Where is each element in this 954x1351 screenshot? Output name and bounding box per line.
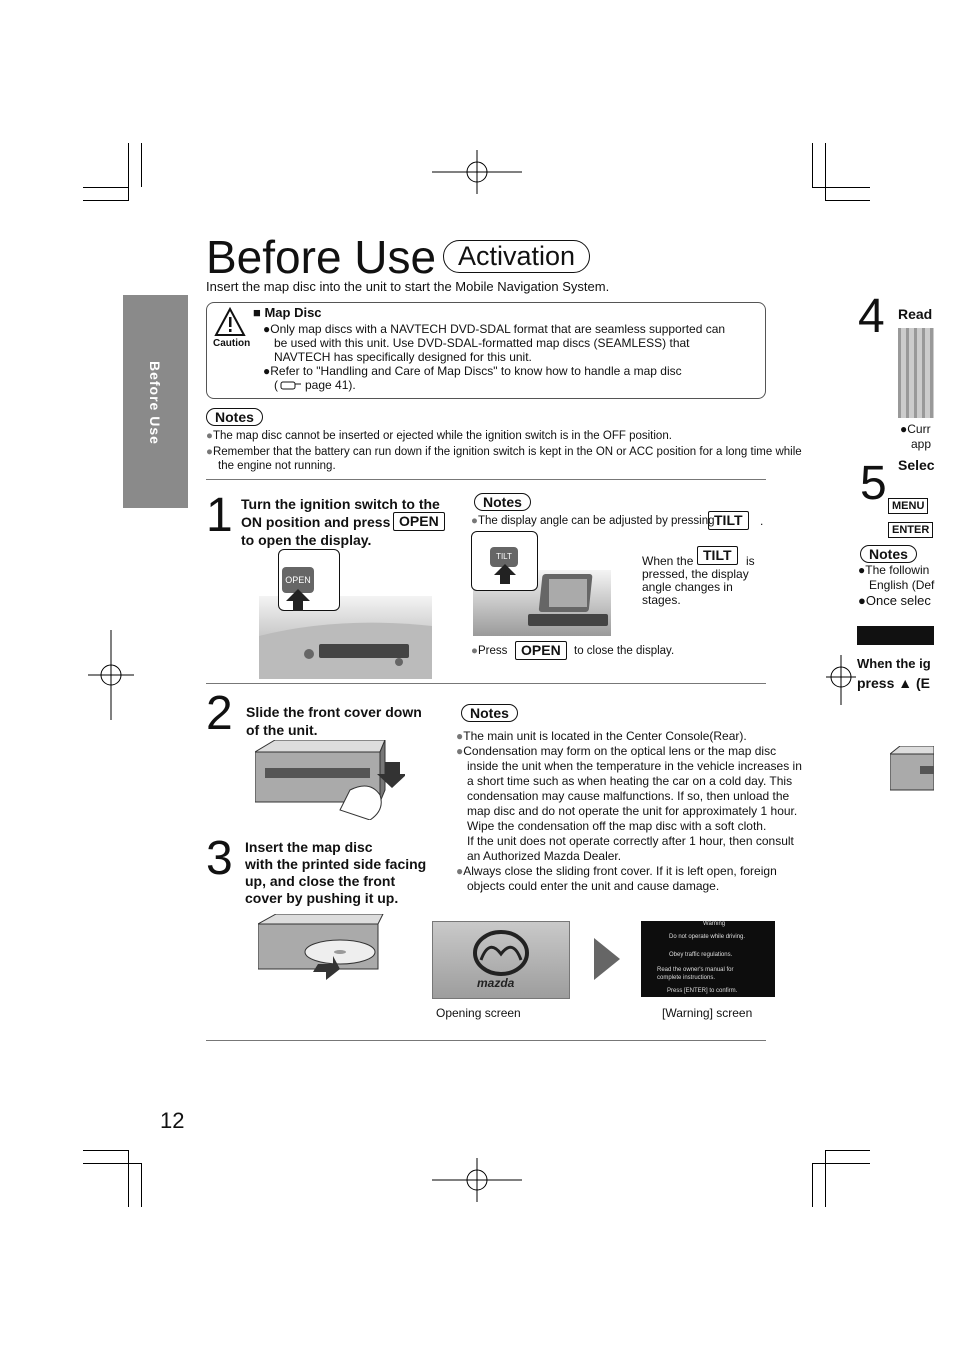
tilt-pressed2: angle changes in: [642, 580, 733, 594]
next-map-image: [898, 328, 934, 418]
divider-2: [206, 683, 766, 684]
registration-mark-right: [826, 655, 856, 705]
notes-tilt-label: Notes: [474, 493, 531, 511]
caution-line2: be used with this unit. Use DVD-SDAL-formatted map discs (SEAMLESS) that: [274, 336, 690, 350]
page-title: Before Use: [206, 231, 437, 283]
divider-3: [206, 1040, 766, 1041]
notes-mid-l10: ●Always close the sliding front cover. If it is left open, foreign: [456, 864, 777, 878]
opening-caption: Opening screen: [436, 1006, 521, 1020]
next-step5-title: Selec: [898, 457, 935, 473]
step3-number: 3: [206, 832, 233, 885]
notes-top-item2: ●Remember that the battery can run down if the ignition switch is kept in the ON or ACC position for a long time while: [206, 446, 802, 458]
tilt-hw-button: TILT: [490, 547, 518, 567]
when-the: When the: [642, 554, 694, 568]
page-number: 12: [160, 1108, 185, 1133]
step3-line1: Insert the map disc: [245, 839, 373, 855]
arrow-right-icon: [594, 938, 620, 980]
tilt-is: is: [746, 554, 755, 568]
tilt-note: ●The display angle can be adjusted by pressing: [471, 515, 715, 527]
next-when-line: When the ig: [857, 656, 931, 671]
notes-mid-l6: map disc and do not operate the unit for approximately 1 hour.: [467, 804, 798, 818]
press-label: ●Press: [471, 645, 508, 657]
opening-screen: [432, 921, 570, 999]
next-menu-button: MENU: [888, 498, 928, 514]
notes-mid-l5: condensation may cause malfunctions. If so, then unload the: [467, 789, 790, 803]
notes-mid-l9: an Authorized Mazda Dealer.: [467, 849, 622, 863]
side-tab: [123, 295, 188, 508]
pointing-hand-icon: [280, 380, 302, 391]
next-step4-title: Read: [898, 306, 933, 322]
next-step4-number: 4: [858, 290, 885, 343]
next-notes-2: ●Once selec: [858, 593, 931, 608]
divider-1: [206, 479, 766, 480]
caution-line1: ●Only map discs with a NAVTECH DVD-SDAL format that are seamless supported can: [263, 322, 726, 336]
caution-line4: ●Refer to "Handling and Care of Map Discs" to know how to handle a map disc: [263, 364, 682, 378]
mazda-logo-icon: [473, 930, 529, 976]
step2-number: 2: [206, 687, 233, 740]
step3-line4: cover by pushing it up.: [245, 890, 399, 906]
warning-line4: Press [ENTER] to confirm.: [667, 988, 738, 994]
tilt-period: .: [760, 514, 764, 528]
next-bullet1: ●Curr: [900, 422, 931, 436]
notes-mid-l1: ●The main unit is located in the Center Console(Rear).: [456, 729, 747, 743]
arrow-up-icon-2: [494, 564, 516, 584]
step1-line2: ON position and press: [241, 514, 391, 530]
registration-mark-bottom: [432, 1158, 522, 1202]
open-button-label: OPEN: [393, 512, 445, 531]
warning-triangle-icon: [214, 307, 246, 337]
tilt-button-label: TILT: [708, 511, 749, 530]
caution-line5: page 41).: [305, 378, 356, 392]
next-notes-label: Notes: [860, 545, 917, 563]
step3-line2: with the printed side facing: [245, 856, 427, 872]
step2-line2: of the unit.: [246, 722, 318, 738]
step1-number: 1: [206, 489, 233, 542]
notes-top-item1: ●The map disc cannot be inserted or ejected while the ignition switch is in the OFF position.: [206, 430, 672, 442]
step2-line1: Slide the front cover down: [246, 704, 422, 720]
open-button-label-2: OPEN: [515, 641, 567, 660]
caution-label: Caution: [213, 338, 251, 349]
close-display-text: to close the display.: [574, 645, 675, 657]
intro-text: Insert the map disc into the unit to start the Mobile Navigation System.: [206, 279, 610, 294]
next-step5-number: 5: [860, 457, 887, 510]
caution-paren: (: [274, 378, 278, 392]
tilt-pressed1: pressed, the display: [642, 567, 749, 581]
step1-line3: to open the display.: [241, 532, 372, 548]
warning-line2: Obey traffic regulations.: [669, 952, 733, 958]
caution-heading: ■ Map Disc: [253, 305, 322, 320]
notes-mid-l2: ●Condensation may form on the optical lens or the map disc: [456, 744, 777, 758]
next-black-bar: [857, 626, 934, 645]
side-tab-label: Before Use: [147, 361, 163, 445]
notes-mid-l4: a short time such as when heating the car on a cold day. This: [467, 774, 793, 788]
notes-top-label: Notes: [206, 408, 263, 426]
registration-mark-top: [432, 150, 522, 194]
insert-disc-image: [258, 914, 388, 982]
notes-mid-l8: If the unit does not operate correctly after 1 hour, then consult: [467, 834, 794, 848]
next-notes-1b: English (Def: [869, 578, 935, 592]
tilt-pressed3: stages.: [642, 593, 681, 607]
next-press-line: press ▲ (E: [857, 675, 930, 691]
arrow-up-icon: [286, 589, 310, 611]
warning-title: Warning: [703, 921, 726, 927]
activation-pill: Activation: [443, 240, 590, 273]
warning-caption: [Warning] screen: [662, 1006, 753, 1020]
notes-top-item2b: the engine not running.: [218, 460, 336, 472]
warning-line3: Read the owner's manual for: [657, 967, 734, 973]
open-hw-button: OPEN: [282, 567, 314, 593]
notes-mid-label: Notes: [461, 704, 518, 722]
unit-front-cover-image: [255, 740, 405, 820]
warning-screen: [641, 921, 775, 997]
next-notes-1: ●The followin: [858, 563, 930, 577]
warning-line3b: complete instructions.: [657, 975, 716, 981]
caution-line3: NAVTECH has specifically designed for this unit.: [274, 350, 532, 364]
step3-line3: up, and close the front: [245, 873, 396, 889]
notes-mid-l3: inside the unit when the temperature in the vehicle increases in: [467, 759, 802, 773]
registration-mark-left: [88, 630, 134, 720]
warning-line1: Do not operate while driving.: [669, 934, 746, 940]
next-bullet1b: app: [911, 437, 932, 451]
tilt-button-label-2: TILT: [697, 546, 738, 565]
next-unit-image: [890, 746, 934, 794]
mazda-wordmark: mazda: [477, 976, 515, 990]
notes-mid-l7: Wipe the condensation off the map disc with a soft cloth.: [467, 819, 767, 833]
step1-line1: Turn the ignition switch to the: [241, 496, 440, 512]
next-enter-button: ENTER: [888, 522, 933, 538]
notes-mid-l11: objects could enter the unit and cause damage.: [467, 879, 720, 893]
